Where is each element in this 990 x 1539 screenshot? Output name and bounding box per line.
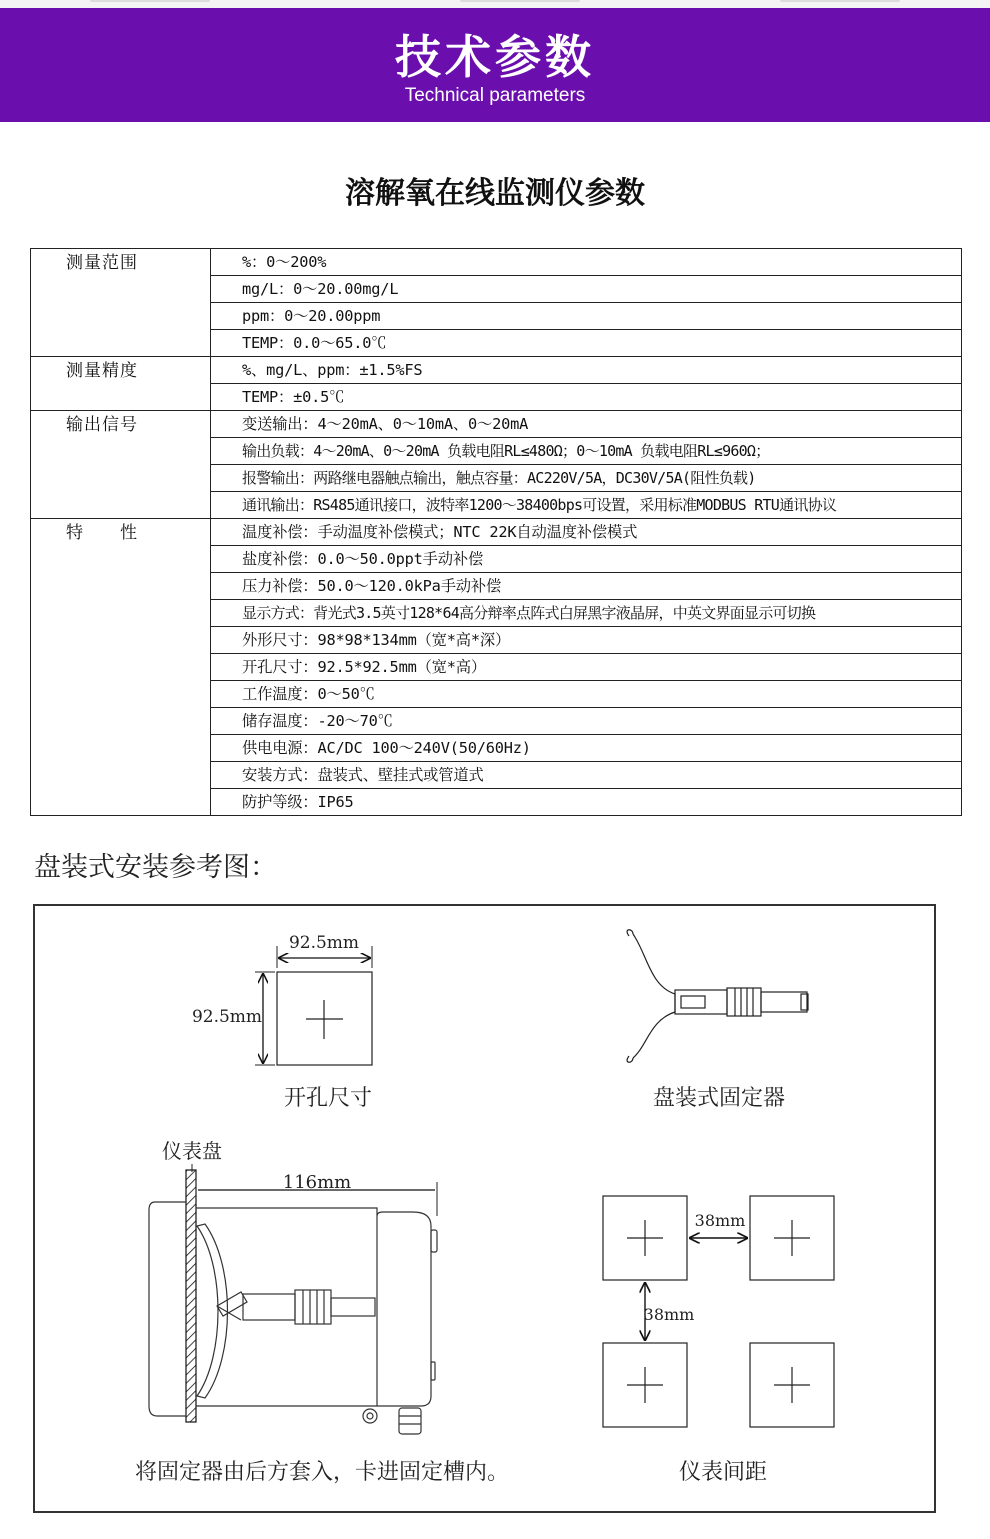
spec-group-label: 特 性 [31, 519, 211, 816]
spacing-drawing [603, 1196, 834, 1427]
meter-bracket-arm [197, 1224, 228, 1398]
banner-title: 技术参数 [395, 30, 595, 84]
top-tab-indicator [460, 0, 580, 2]
meter-side-knob [431, 1362, 435, 1380]
fixer-drawing [627, 930, 808, 1063]
fixer-body [675, 990, 727, 1014]
meter-bezel [149, 1202, 186, 1416]
fixer-caption: 盘装式固定器 [652, 1086, 786, 1111]
install-diagram-svg [35, 906, 938, 1515]
fixer-screw-rod [761, 992, 807, 1012]
spacing-caption: 仪表间距 [678, 1460, 768, 1485]
banner-subtitle: Technical parameters [404, 85, 586, 106]
spec-row [31, 249, 962, 276]
meter-fixer-thread [295, 1290, 331, 1324]
install-diagram [33, 904, 936, 1513]
spec-value: 输出负载：4～20mA、0～20mA 负载电阻RL≤480Ω；0～10mA 负载电阻RL≤960Ω； [211, 438, 962, 465]
header-banner [0, 8, 990, 122]
top-strip [0, 0, 990, 8]
meter-cable-gland [399, 1408, 421, 1434]
spec-group-label: 测量精度 [31, 357, 211, 411]
meter-fixer-rod [331, 1298, 375, 1316]
spec-value: 外形尺寸：98*98*134mm（宽*高*深） [211, 627, 962, 654]
cutout-caption: 开孔尺寸 [283, 1086, 373, 1111]
meter-cable-gland [363, 1409, 377, 1423]
spec-value: 安装方式：盘装式、壁挂式或管道式 [211, 762, 962, 789]
spec-table-title: 溶解氧在线监测仪参数 [345, 176, 645, 211]
spec-value: %、mg/L、ppm：±1.5%FS [211, 357, 962, 384]
fixer-slot [681, 996, 705, 1008]
spacing-v-label: 38mm [643, 1305, 695, 1324]
fixer-arm-tip [627, 1056, 633, 1062]
spec-value: 储存温度：-20～70℃ [211, 708, 962, 735]
spec-value: mg/L：0～20.00mg/L [211, 276, 962, 303]
spec-value: TEMP：0.0～65.0℃ [211, 330, 962, 357]
spec-value: 盐度补偿：0.0～50.0ppt手动补偿 [211, 546, 962, 573]
mount-caption: 将固定器由后方套入，卡进固定槽内。 [134, 1460, 510, 1485]
cutout-height-label: 92.5mm [191, 1007, 263, 1027]
spec-group-label: 输出信号 [31, 411, 211, 519]
fixer-arm [633, 934, 675, 1058]
spec-table [30, 248, 962, 816]
spec-value: 供电电源：AC/DC 100～240V(50/60Hz) [211, 735, 962, 762]
meter-side-knob [431, 1230, 437, 1252]
spec-row [31, 357, 962, 384]
spec-value: 开孔尺寸：92.5*92.5mm（宽*高） [211, 654, 962, 681]
spec-row [31, 411, 962, 438]
spec-value: 变送输出：4～20mA、0～10mA、0～20mA [211, 411, 962, 438]
fixer-arm-tip [627, 930, 633, 936]
panel-hatched [186, 1170, 196, 1422]
cutout-drawing [192, 933, 372, 1111]
spec-value: 显示方式：背光式3.5英寸128*64高分辩率点阵式白屏黑字液晶屏，中英文界面显示可切换 [211, 600, 962, 627]
meter-fixer-body [243, 1294, 295, 1320]
cutout-width-label: 92.5mm [288, 933, 360, 953]
spec-value: 报警输出：两路继电器触点输出，触点容量：AC220V/5A，DC30V/5A(阻性负载) [211, 465, 962, 492]
spacing-h-label: 38mm [694, 1211, 746, 1230]
spec-value: ppm：0～20.00ppm [211, 303, 962, 330]
spec-value: 温度补偿：手动温度补偿模式；NTC 22K自动温度补偿模式 [211, 519, 962, 546]
fixer-screw-base [727, 988, 761, 1016]
meter-cable-gland-core [367, 1413, 373, 1419]
spec-value: 压力补偿：50.0～120.0kPa手动补偿 [211, 573, 962, 600]
panel-label: 仪表盘 [162, 1139, 222, 1163]
spec-value: 工作温度：0～50℃ [211, 681, 962, 708]
spec-value: 防护等级：IP65 [211, 789, 962, 816]
spec-group-label: 测量范围 [31, 249, 211, 357]
spec-value: %：0～200% [211, 249, 962, 276]
spec-value: TEMP：±0.5℃ [211, 384, 962, 411]
top-tab-indicator [90, 0, 210, 2]
spec-value: 通讯输出：RS485通讯接口，波特率1200～38400bps可设置，采用标准MODBUS RTU通讯协议 [211, 492, 962, 519]
meter-housing [196, 1208, 431, 1406]
depth-label: 116mm [282, 1172, 352, 1193]
spec-row [31, 519, 962, 546]
install-section-title: 盘装式安装参考图： [34, 852, 277, 883]
top-tab-indicator [780, 0, 900, 2]
